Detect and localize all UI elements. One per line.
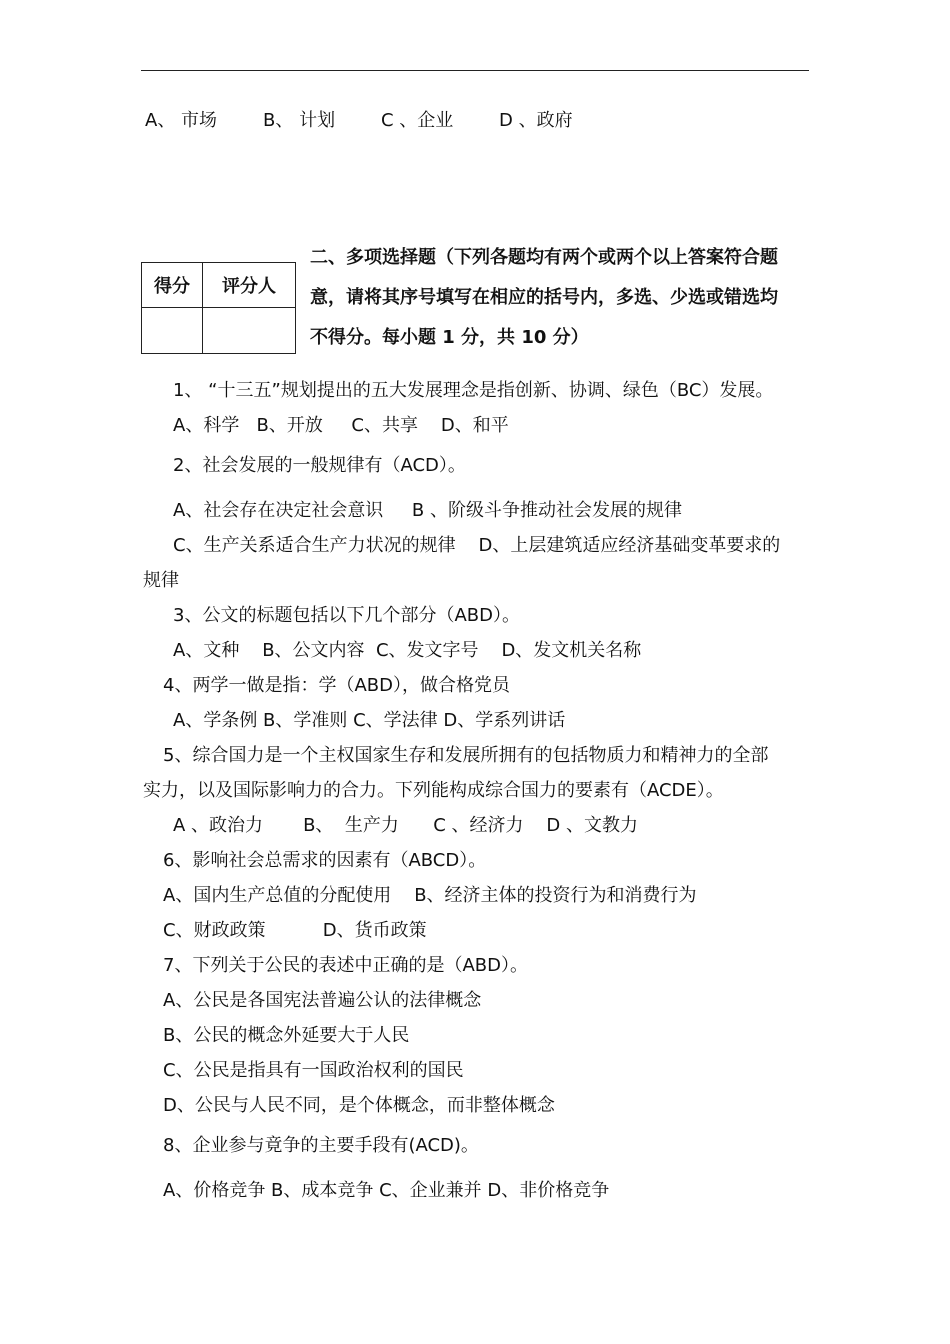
q2-stem: 2、社会发展的一般规律有（ACD）。 xyxy=(173,455,466,476)
top-rule xyxy=(141,70,809,71)
q1-stem: 1、 “十三五”规划提出的五大发展理念是指创新、协调、绿色（BC）发展。 xyxy=(173,380,774,401)
prev-option-a: A、 市场 xyxy=(145,110,218,131)
q5-stem-line-1: 5、综合国力是一个主权国家生存和发展所拥有的包括物质力和精神力的全部 xyxy=(163,745,769,766)
grader-cell xyxy=(203,308,296,354)
section-heading-line-3: 不得分。每小题 1 分，共 10 分） xyxy=(310,327,589,348)
q7-option-b: B、公民的概念外延要大于人民 xyxy=(163,1025,410,1046)
q6-options-line-2: C、财政政策 D、货币政策 xyxy=(163,920,427,941)
q7-option-c: C、公民是指具有一国政治权利的国民 xyxy=(163,1060,464,1081)
q7-stem: 7、下列关于公民的表述中正确的是（ABD）。 xyxy=(163,955,528,976)
prev-option-c: C 、企业 xyxy=(381,110,454,131)
grader-header: 评分人 xyxy=(203,263,296,308)
prev-option-b: B、 计划 xyxy=(263,110,336,131)
q8-stem: 8、企业参与竟争的主要手段有(ACD)。 xyxy=(163,1135,479,1156)
score-cell xyxy=(142,308,203,354)
prev-options-row xyxy=(145,109,573,133)
q5-options: A 、政治力 B、 生产力 C 、经济力 D 、文教力 xyxy=(173,815,638,836)
q6-stem: 6、影响社会总需求的因素有（ABCD）。 xyxy=(163,850,487,871)
score-table xyxy=(141,262,296,354)
section-heading-line-1: 二、多项选择题（下列各题均有两个或两个以上答案符合题 xyxy=(310,247,778,268)
q8-options: A、价格竞争 B、成本竞争 C、企业兼并 D、非价格竞争 xyxy=(163,1180,610,1201)
q4-options: A、学条例 B、学准则 C、学法律 D、学系列讲话 xyxy=(173,710,566,731)
prev-option-d: D 、政府 xyxy=(499,110,573,131)
q3-stem: 3、公文的标题包括以下几个部分（ABD）。 xyxy=(173,605,520,626)
q7-option-d: D、公民与人民不同，是个体概念，而非整体概念 xyxy=(163,1095,555,1116)
q2-options-line-1: A、社会存在决定社会意识 B 、阶级斗争推动社会发展的规律 xyxy=(173,500,682,521)
q1-options: A、科学 B、开放 C、共享 D、和平 xyxy=(173,415,509,436)
q2-options-line-2: C、生产关系适合生产力状况的规律 D、上层建筑适应经济基础变革要求的 xyxy=(173,535,781,556)
q7-option-a: A、公民是各国宪法普遍公认的法律概念 xyxy=(163,990,482,1011)
q2-options-line-3: 规律 xyxy=(143,570,179,591)
q6-options-line-1: A、国内生产总值的分配使用 B、经济主体的投资行为和消费行为 xyxy=(163,885,697,906)
q5-stem-line-2: 实力，以及国际影响力的合力。下列能构成综合国力的要素有（ACDE）。 xyxy=(143,780,724,801)
section-heading xyxy=(310,238,810,358)
q3-options: A、文种 B、公文内容 C、发文字号 D、发文机关名称 xyxy=(173,640,642,661)
section-heading-line-2: 意，请将其序号填写在相应的括号内，多选、少选或错选均 xyxy=(310,287,778,308)
score-header: 得分 xyxy=(142,263,203,308)
q4-stem: 4、两学一做是指：学（ABD），做合格党员 xyxy=(163,675,510,696)
